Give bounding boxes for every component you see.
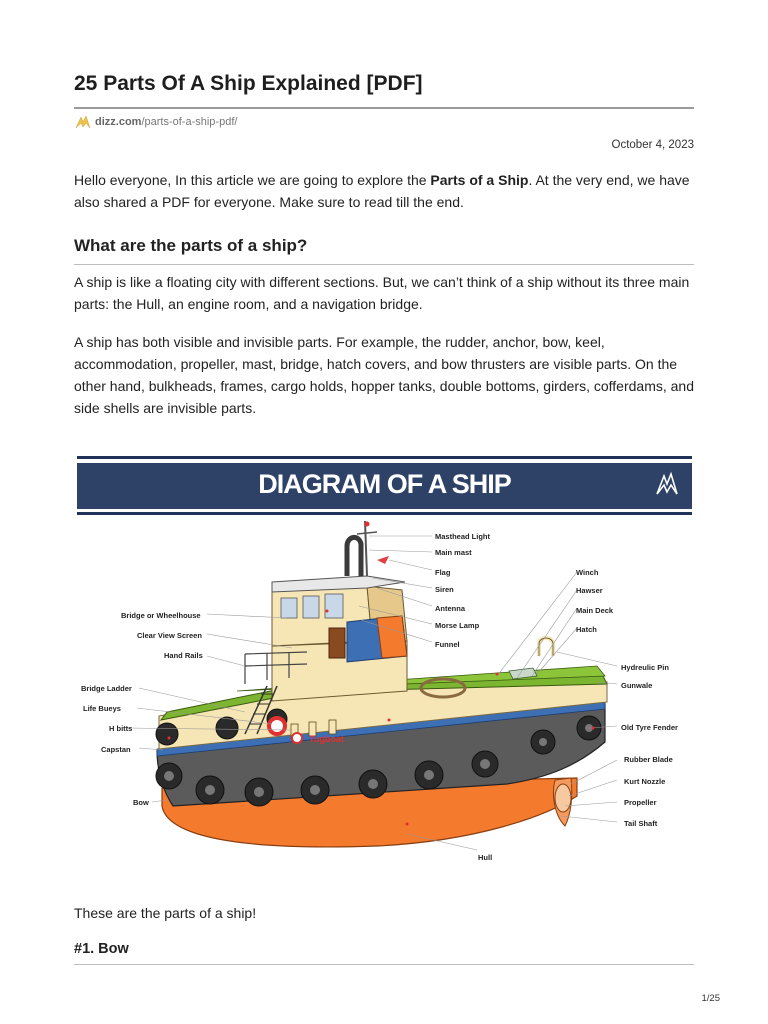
intro-bold: Parts of a Ship (430, 172, 529, 188)
section-title-bow: #1. Bow (74, 941, 129, 957)
source-path[interactable]: /parts-of-a-ship-pdf/ (141, 116, 238, 128)
label-hawser: Hawser (576, 586, 603, 595)
ship-diagram (77, 450, 692, 880)
label-kurt-nozzle: Kurt Nozzle (624, 777, 666, 786)
label-hull: Hull (478, 853, 493, 862)
label-hydraulic-pin: Hydreulic Pin (621, 663, 669, 672)
section-divider (74, 964, 694, 965)
page-title: 25 Parts Of A Ship Explained [PDF] (74, 72, 423, 95)
after-figure-text: These are the parts of a ship! (74, 905, 257, 921)
label-flag: Flag (435, 568, 451, 577)
diagram-title: DIAGRAM OF A SHIP (258, 469, 511, 499)
label-gunwale: Gunwale (621, 681, 653, 690)
section-heading: What are the parts of a ship? (74, 236, 308, 255)
tugboat-illustration (77, 516, 692, 880)
label-hatch: Hatch (576, 625, 597, 634)
paragraph-1: A ship is like a floating city with different sections. But, we can’t think of a ship without its three main parts: the Hull, an engine room, and a navigation bridge. (74, 274, 690, 312)
intro-text-a: Hello everyone, In this article we are going to explore the (74, 172, 431, 188)
label-bridge: Bridge or Wheelhouse (121, 611, 201, 620)
label-propeller: Propeller (624, 798, 657, 807)
label-hand-rails: Hand Rails (164, 651, 203, 660)
label-life-buoys: Life Bueys (83, 704, 121, 713)
label-main-mast: Main mast (435, 548, 472, 557)
label-siren: Siren (435, 585, 454, 594)
page-indicator: 1/25 (701, 993, 720, 1004)
intro-text-b: . At the very end, we have also shared a PDF for everyone. Make sure to read till the end. (74, 172, 690, 210)
label-bridge-ladder: Bridge Ladder (81, 684, 132, 693)
paragraph-2: A ship has both visible and invisible parts. For example, the rudder, anchor, bow, keel, accommodation, propeller, mast, bridge, hatch covers, and bow thrusters are visible parts. On the other hand, bulkheads, frames, cargo holds, hopper tanks, double bottoms, girders, cofferdams, and side shells are invisible parts. (74, 334, 694, 416)
label-winch: Winch (576, 568, 599, 577)
label-h-bitts: H bitts (109, 724, 133, 733)
label-tail-shaft: Tail Shaft (624, 819, 658, 828)
intro-paragraph (74, 169, 694, 213)
label-capstan: Capstan (101, 745, 131, 754)
label-masthead-light: Masthead Light (435, 532, 491, 541)
heading-divider (74, 264, 694, 265)
label-clear-view-screen: Clear View Screen (137, 631, 202, 640)
banner-rule-bottom (77, 512, 692, 515)
source-line[interactable] (74, 114, 237, 130)
source-host[interactable]: dizz.com (95, 116, 142, 128)
banner-rule-top (77, 456, 692, 459)
label-old-tyre-fender: Old Tyre Fender (621, 723, 678, 732)
dizz-logo-icon (654, 470, 680, 498)
publish-date: October 4, 2023 (611, 139, 694, 151)
label-antenna: Antenna (435, 604, 465, 613)
dizz-logo-icon (74, 114, 92, 130)
label-main-deck: Main Deck (576, 606, 614, 615)
title-divider (74, 107, 694, 109)
label-rubber-blade: Rubber Blade (624, 755, 673, 764)
label-morse-lamp: Morse Lamp (435, 621, 480, 630)
boat-name: Tugboat (309, 734, 344, 744)
label-funnel: Funnel (435, 640, 460, 649)
label-bow: Bow (133, 798, 149, 807)
